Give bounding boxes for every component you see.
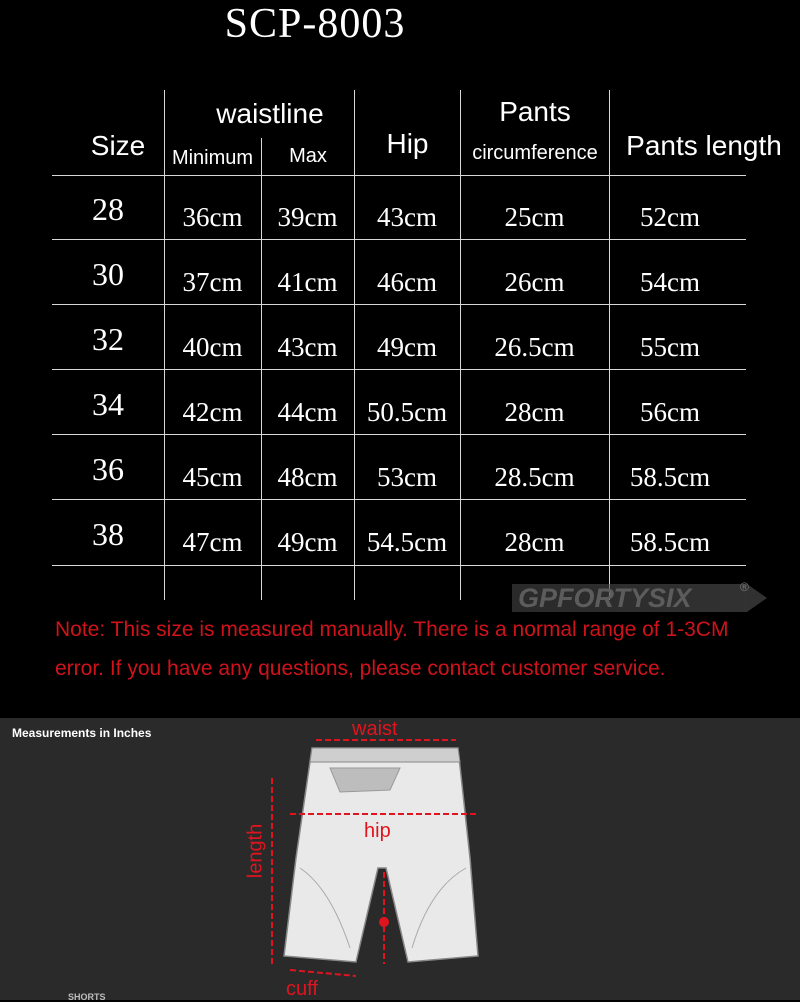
waist-min-cell: 40cm xyxy=(182,332,243,362)
waist-min-cell: 42cm xyxy=(182,397,243,427)
shorts-illustration xyxy=(0,718,800,1000)
page-title: SCP-8003 xyxy=(224,1,406,47)
waist-max-cell: 41cm xyxy=(277,267,338,297)
length-cell: 54cm xyxy=(640,267,700,297)
waist-min-cell: 47cm xyxy=(182,527,243,557)
circumference-cell: 28.5cm xyxy=(494,462,575,492)
size-cell: 32 xyxy=(92,321,124,357)
circumference-cell: 26.5cm xyxy=(494,332,575,362)
waist-max-cell: 39cm xyxy=(277,202,338,232)
table-rule xyxy=(52,304,746,305)
length-label: length xyxy=(244,823,267,879)
table-rule xyxy=(52,175,746,176)
header-max: Max xyxy=(289,145,327,167)
waist-label: waist xyxy=(352,718,398,740)
size-cell: 34 xyxy=(92,386,124,422)
waist-max-cell: 48cm xyxy=(277,462,338,492)
size-cell: 30 xyxy=(92,256,124,292)
measurement-diagram xyxy=(0,718,800,1000)
header-size: Size xyxy=(90,130,146,161)
header-pants-length: Pants length xyxy=(626,130,782,161)
waist-max-cell: 44cm xyxy=(277,397,338,427)
waistband-shape xyxy=(310,748,460,762)
hip-label: hip xyxy=(364,820,391,842)
hip-cell: 54.5cm xyxy=(366,527,448,557)
header-pants: Pants xyxy=(499,96,571,127)
table-rule xyxy=(52,434,746,435)
size-cell: 38 xyxy=(92,516,124,552)
length-cell: 52cm xyxy=(640,202,700,232)
header-hip: Hip xyxy=(386,128,429,159)
length-cell: 56cm xyxy=(640,397,700,427)
circumference-cell: 28cm xyxy=(504,527,565,557)
table-rule xyxy=(52,499,746,500)
table-rule xyxy=(52,565,746,566)
length-cell: 55cm xyxy=(640,332,700,362)
header-minimum: Minimum xyxy=(171,147,254,169)
table-rule xyxy=(52,239,746,240)
header-waistline: waistline xyxy=(216,98,324,129)
hip-cell: 49cm xyxy=(377,332,437,362)
header-circumference: circumference xyxy=(472,142,598,164)
hip-cell: 43cm xyxy=(377,202,437,232)
waist-min-cell: 45cm xyxy=(182,462,243,492)
logo-patch xyxy=(330,768,400,792)
inseam-marker xyxy=(379,917,389,927)
diagram-footer: SHORTS xyxy=(68,992,106,1002)
length-cell: 58.5cm xyxy=(629,527,711,557)
measurement-note: Note: This size is measured manually. There is a normal range of 1-3CM error. If you have any questions, please contact customer service. xyxy=(55,618,729,680)
waist-min-cell: 36cm xyxy=(182,202,243,232)
watermark-arrow-tip xyxy=(747,584,767,612)
watermark-text: GPFORTYSIX xyxy=(518,583,692,613)
circumference-cell: 28cm xyxy=(504,397,565,427)
size-cell: 28 xyxy=(92,191,124,227)
length-cell: 58.5cm xyxy=(629,462,711,492)
circumference-cell: 25cm xyxy=(504,202,565,232)
cuff-measure-line xyxy=(290,970,356,976)
waist-max-cell: 49cm xyxy=(277,527,338,557)
hip-cell: 46cm xyxy=(377,267,437,297)
waist-min-cell: 37cm xyxy=(182,267,243,297)
waist-max-cell: 43cm xyxy=(277,332,338,362)
size-cell: 36 xyxy=(92,451,124,487)
cuff-label: cuff xyxy=(286,978,318,1000)
registered-mark: ® xyxy=(740,580,749,594)
diagram-title: Measurements in Inches xyxy=(12,726,152,740)
circumference-cell: 26cm xyxy=(504,267,565,297)
hip-cell: 50.5cm xyxy=(366,397,448,427)
table-rule xyxy=(52,369,746,370)
hip-cell: 53cm xyxy=(377,462,437,492)
